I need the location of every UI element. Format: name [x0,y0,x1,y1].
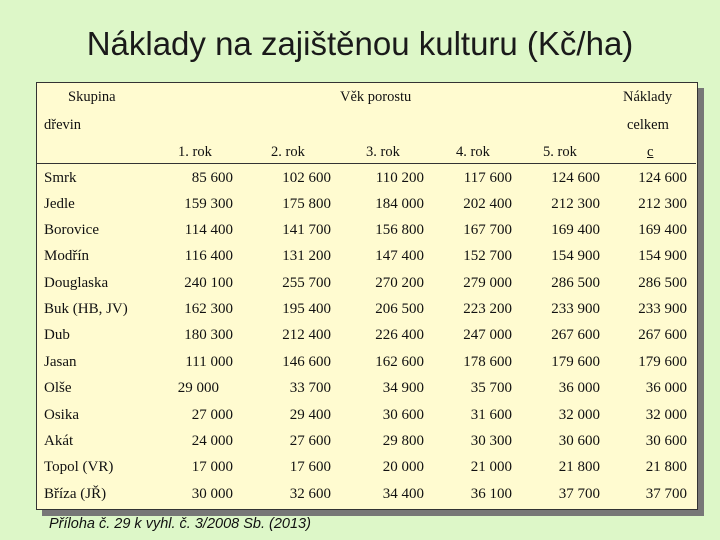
cell-year-4: 178 600 [463,354,512,370]
cell-year-2: 255 700 [282,275,331,291]
header-group-label-2: dřevin [44,117,82,133]
cell-total: 154 900 [638,248,687,264]
cell-year-4: 247 000 [463,327,512,343]
row-label: Jedle [44,196,75,212]
cell-year-2: 17 600 [289,459,331,475]
row-label: Douglaska [44,275,109,291]
cell-year-4: 167 700 [463,222,512,238]
cell-year-5: 30 600 [558,433,600,449]
cell-year-3: 147 400 [375,248,424,264]
row-label: Modřín [44,248,89,264]
header-divider [36,163,696,164]
header-cost-label-2: celkem [627,117,669,133]
cell-year-3: 30 600 [382,407,424,423]
row-label: Bříza (JŘ) [44,486,107,502]
header-year-3: 3. rok [366,144,400,160]
cell-total: 267 600 [638,327,687,343]
header-group-label: Skupina [68,89,116,105]
cell-year-5: 267 600 [551,327,600,343]
header-year-4: 4. rok [456,144,490,160]
cell-year-2: 131 200 [282,248,331,264]
cell-year-1: 180 300 [184,327,233,343]
header-cost-label-3: c [647,144,654,160]
cell-year-4: 21 000 [470,459,512,475]
cell-total: 179 600 [638,354,687,370]
row-label: Topol (VR) [44,459,114,475]
cell-year-2: 195 400 [282,301,331,317]
cell-year-1: 24 000 [191,433,233,449]
footnote: Příloha č. 29 k vyhl. č. 3/2008 Sb. (2013) [49,516,311,532]
cell-total: 233 900 [638,301,687,317]
cell-year-1: 162 300 [184,301,233,317]
cell-total: 286 500 [638,275,687,291]
header-year-5: 5. rok [543,144,577,160]
cell-year-2: 146 600 [282,354,331,370]
cell-year-1: 85 600 [191,170,233,186]
header-year-1: 1. rok [178,144,212,160]
header-cost-label: Náklady [623,89,673,105]
cell-total: 124 600 [638,170,687,186]
cell-year-5: 233 900 [551,301,600,317]
cell-year-1: 159 300 [184,196,233,212]
cell-year-5: 21 800 [558,459,600,475]
cell-total: 212 300 [638,196,687,212]
cell-year-5: 212 300 [551,196,600,212]
cell-year-5: 32 000 [558,407,600,423]
cell-total: 36 000 [645,380,687,396]
cell-year-4: 31 600 [470,407,512,423]
cell-total: 30 600 [645,433,687,449]
cell-year-4: 279 000 [463,275,512,291]
cell-year-5: 286 500 [551,275,600,291]
cell-year-4: 202 400 [463,196,512,212]
cell-year-5: 169 400 [551,222,600,238]
header-age-label: Věk porostu [340,89,412,105]
cell-year-5: 36 000 [558,380,600,396]
cell-year-3: 34 900 [382,380,424,396]
cell-year-2: 32 600 [289,486,331,502]
cell-year-3: 206 500 [375,301,424,317]
cell-year-5: 179 600 [551,354,600,370]
cell-year-3: 226 400 [375,327,424,343]
row-label: Olše [44,380,72,396]
cell-year-3: 34 400 [382,486,424,502]
cell-year-5: 37 700 [558,486,600,502]
cell-year-4: 35 700 [470,380,512,396]
cell-year-3: 156 800 [375,222,424,238]
cell-year-2: 212 400 [282,327,331,343]
cell-year-2: 102 600 [282,170,331,186]
cell-year-1: 116 400 [184,248,233,264]
cell-year-4: 36 100 [470,486,512,502]
cell-total: 37 700 [645,486,687,502]
cell-year-2: 33 700 [289,380,331,396]
cell-year-5: 154 900 [551,248,600,264]
cell-total: 169 400 [638,222,687,238]
cell-year-4: 223 200 [463,301,512,317]
cell-year-1: 114 400 [184,222,233,238]
row-label: Dub [44,327,70,343]
cell-year-4: 152 700 [463,248,512,264]
cell-year-2: 27 600 [289,433,331,449]
cell-year-3: 29 800 [382,433,424,449]
cell-year-1: 27 000 [191,407,233,423]
cell-year-1: 29 000 [177,380,219,396]
header-year-2: 2. rok [271,144,305,160]
row-label: Jasan [44,354,77,370]
row-label: Smrk [44,170,77,186]
row-label: Osika [44,407,79,423]
cell-year-3: 184 000 [375,196,424,212]
cell-year-1: 30 000 [191,486,233,502]
cell-year-2: 29 400 [289,407,331,423]
row-label: Buk (HB, JV) [44,301,128,317]
row-label: Akát [44,433,74,449]
cell-year-1: 240 100 [184,275,233,291]
cell-total: 32 000 [645,407,687,423]
cell-year-2: 175 800 [282,196,331,212]
cell-year-4: 30 300 [470,433,512,449]
cell-year-5: 124 600 [551,170,600,186]
row-label: Borovice [44,222,99,238]
cell-year-3: 20 000 [382,459,424,475]
cell-year-3: 110 200 [375,170,424,186]
cell-year-3: 162 600 [375,354,424,370]
cell-year-1: 111 000 [185,354,233,370]
cell-year-3: 270 200 [375,275,424,291]
cell-total: 21 800 [645,459,687,475]
cell-year-1: 17 000 [191,459,233,475]
cell-year-4: 117 600 [463,170,512,186]
page-title: Náklady na zajištěnou kulturu (Kč/ha) [86,25,634,62]
cell-year-2: 141 700 [282,222,331,238]
